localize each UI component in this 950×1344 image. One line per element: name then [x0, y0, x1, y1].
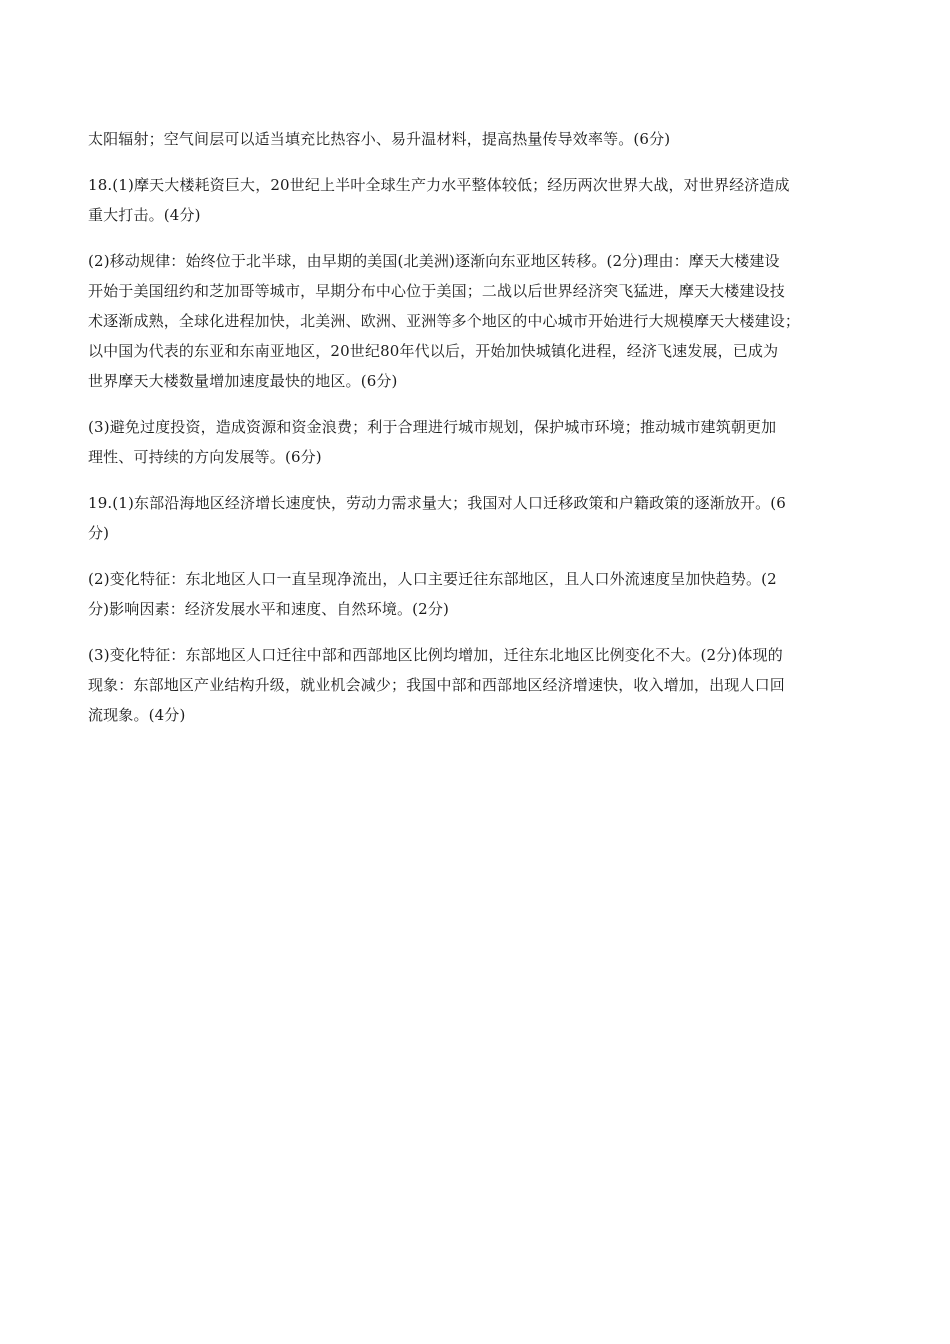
answer-18-part-1 — [88, 170, 863, 230]
text-line: (2)移动规律：始终位于北半球，由早期的美国(北美洲)逐渐向东亚地区转移。(2分)理由：摩天大楼建设 — [88, 252, 780, 270]
text-line: (3)避免过度投资，造成资源和资金浪费；利于合理进行城市规划，保护城市环境；推动城市建筑朝更加 — [88, 418, 777, 436]
text-line: 以中国为代表的东亚和东南亚地区，20世纪80年代以后，开始加快城镇化进程，经济飞速发展，已成为 — [88, 342, 779, 360]
text-line: 重大打击。(4分) — [88, 206, 201, 224]
text-line: 开始于美国纽约和芝加哥等城市，早期分布中心位于美国；二战以后世界经济突飞猛进，摩天大楼建设技 — [88, 282, 785, 300]
text-line: 太阳辐射；空气间层可以适当填充比热容小、易升温材料，提高热量传导效率等。(6分) — [88, 130, 671, 148]
answer-19-part-1 — [88, 488, 863, 548]
text-line: 术逐渐成熟，全球化进程加快，北美洲、欧洲、亚洲等多个地区的中心城市开始进行大规模摩天大楼建设； — [88, 312, 801, 330]
answer-document — [88, 124, 863, 746]
text-line: 分) — [88, 524, 110, 542]
answer-17-continuation — [88, 124, 863, 154]
text-line: 19.(1)东部沿海地区经济增长速度快，劳动力需求量大；我国对人口迁移政策和户籍政策的逐渐放开。(6 — [88, 494, 787, 512]
text-line: 流现象。(4分) — [88, 706, 186, 724]
text-line: (2)变化特征：东北地区人口一直呈现净流出，人口主要迁往东部地区，且人口外流速度呈加快趋势。(2 — [88, 570, 777, 588]
text-line: (3)变化特征：东部地区人口迁往中部和西部地区比例均增加，迁往东北地区比例变化不大。(2分)体现的 — [88, 646, 783, 664]
answer-18-part-3 — [88, 412, 863, 472]
answer-19-part-3 — [88, 640, 863, 730]
text-line: 现象：东部地区产业结构升级，就业机会减少；我国中部和西部地区经济增速快，收入增加，出现人口回 — [88, 676, 785, 694]
text-line: 分)影响因素：经济发展水平和速度、自然环境。(2分) — [88, 600, 450, 618]
answer-19-part-2 — [88, 564, 863, 624]
text-line: 18.(1)摩天大楼耗资巨大，20世纪上半叶全球生产力水平整体较低；经历两次世界大战，对世界经济造成 — [88, 176, 790, 194]
text-line: 理性、可持续的方向发展等。(6分) — [88, 448, 322, 466]
answer-18-part-2 — [88, 246, 863, 396]
text-line: 世界摩天大楼数量增加速度最快的地区。(6分) — [88, 372, 398, 390]
